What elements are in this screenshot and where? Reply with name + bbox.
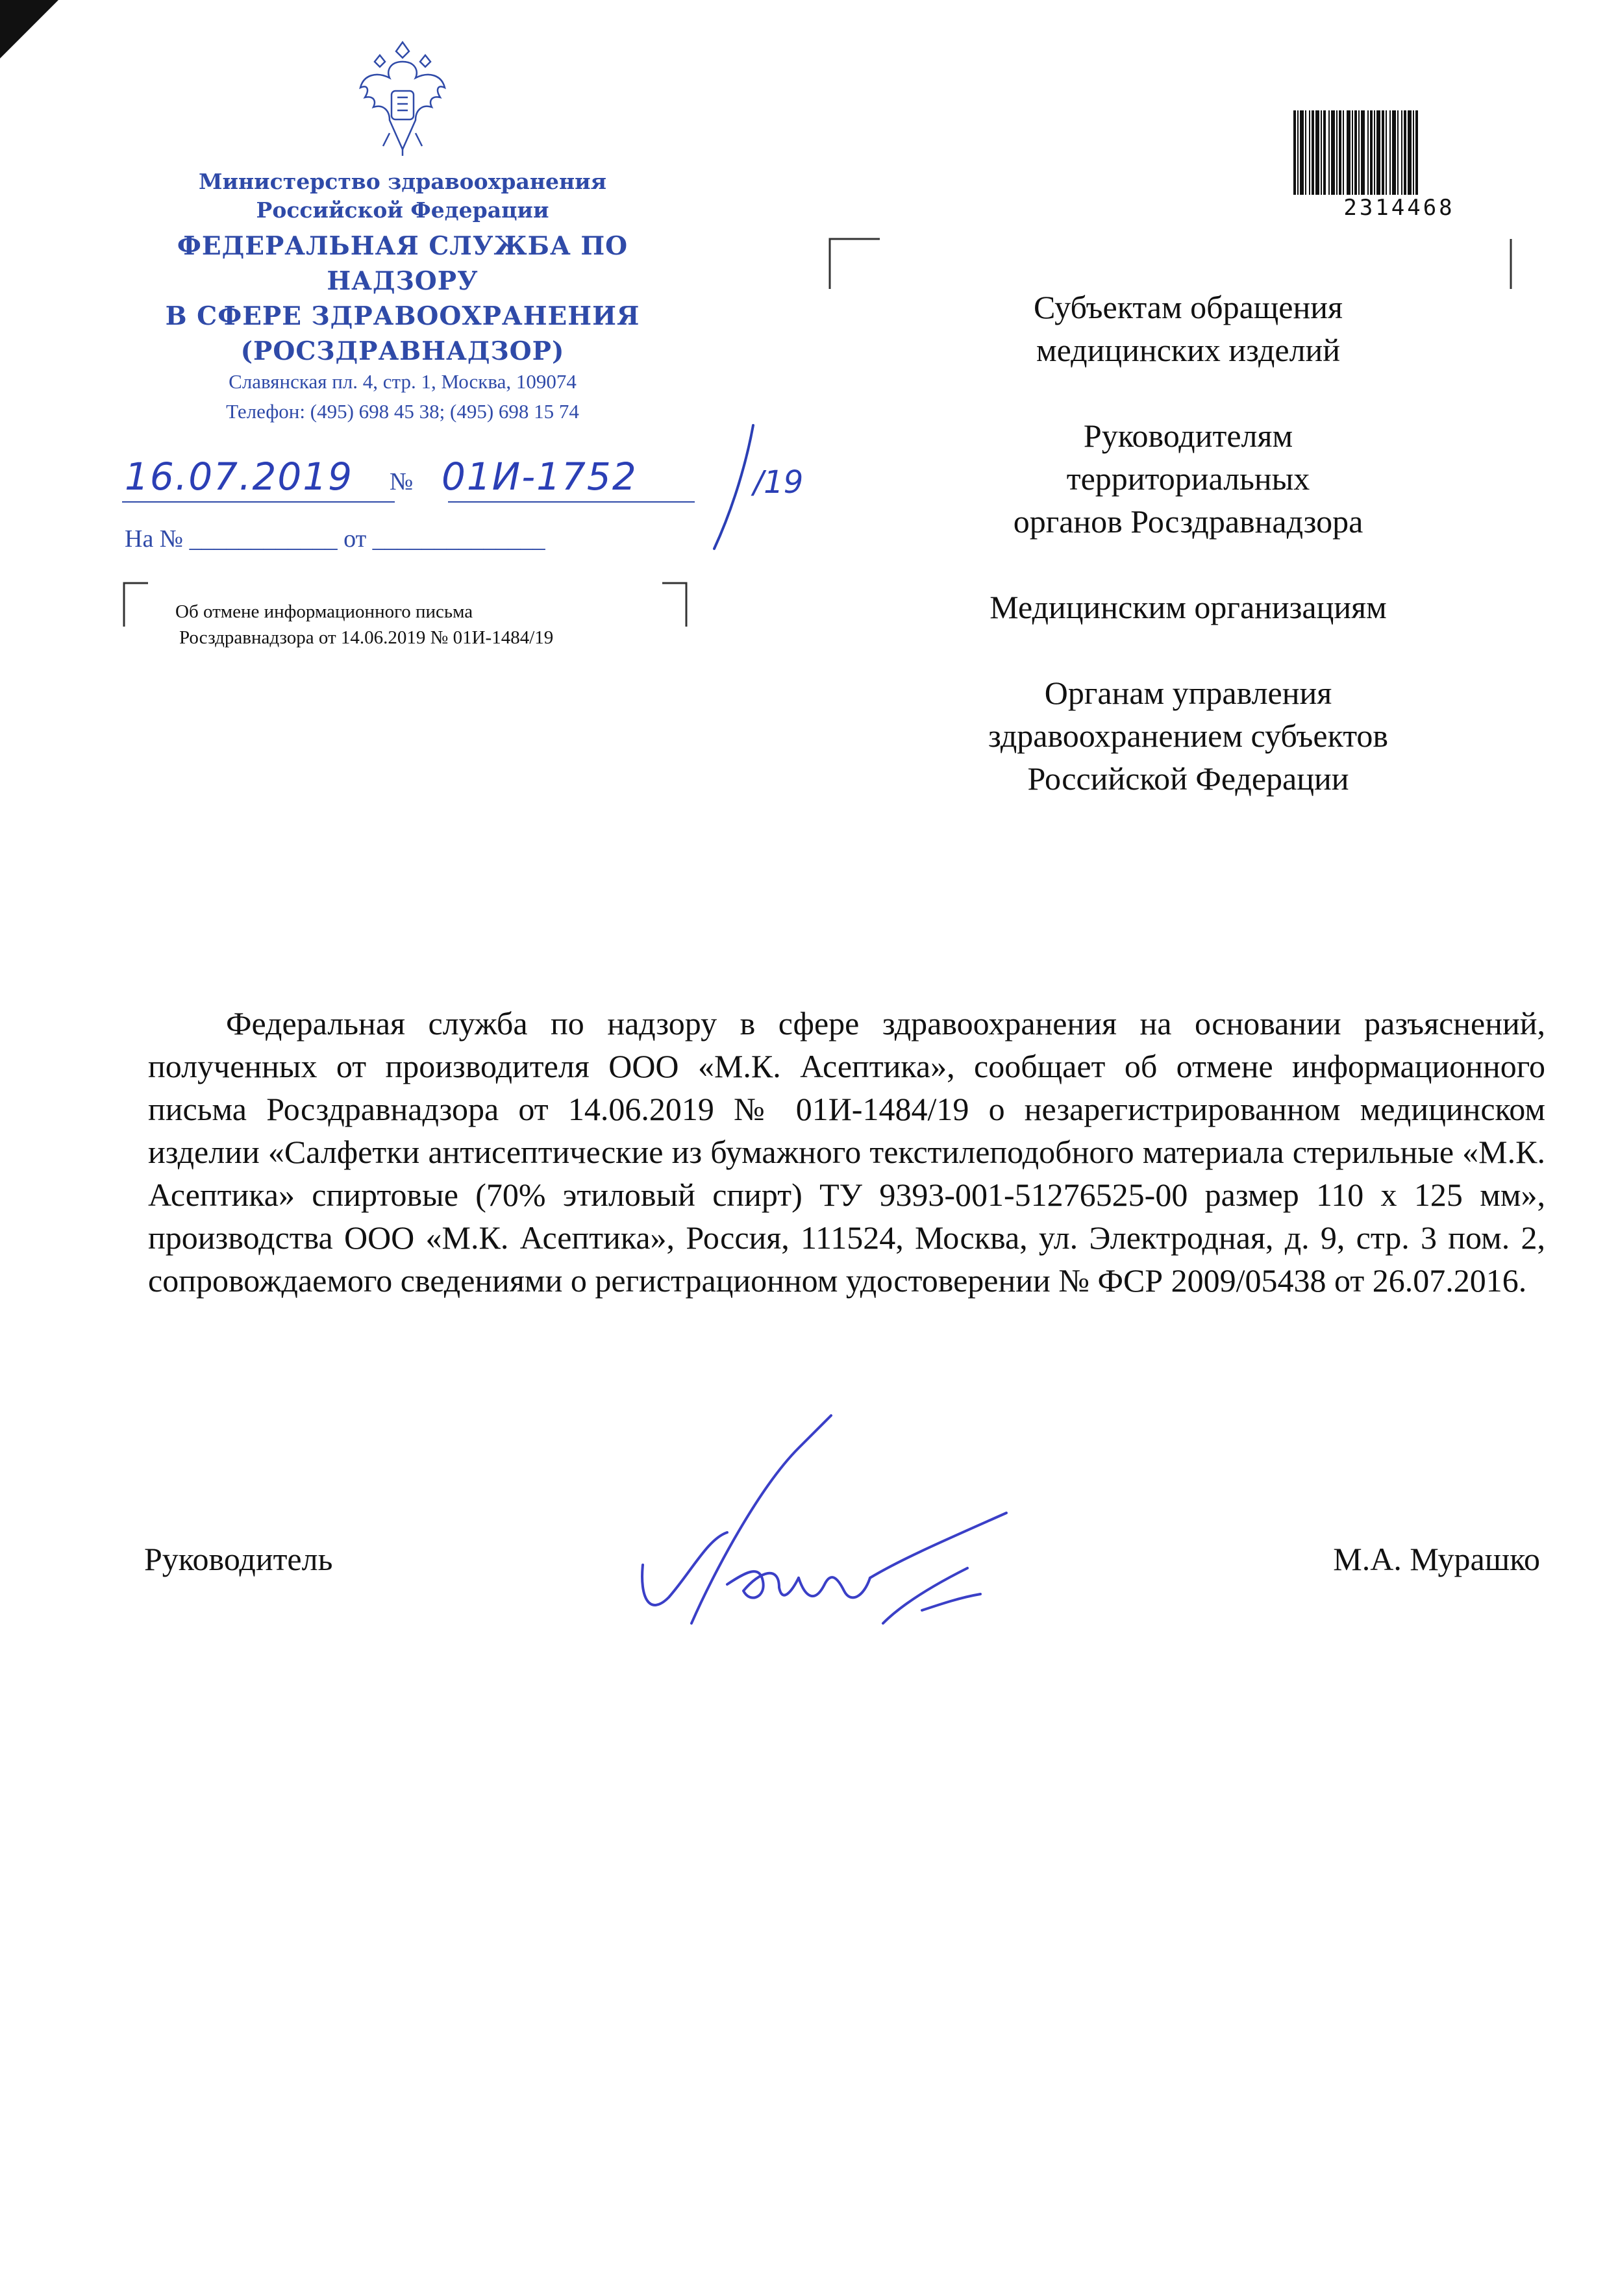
- barcode-bar: [1408, 110, 1412, 195]
- ministry-line2: Российской Федерации: [256, 197, 549, 223]
- recipient-line: Субъектам обращения: [1034, 289, 1343, 325]
- barcode-bar: [1370, 110, 1373, 195]
- subject-block: [175, 599, 669, 651]
- barcode-bar: [1401, 110, 1402, 195]
- barcode-bar: [1328, 110, 1330, 195]
- recipient-line: Медицинским организациям: [989, 589, 1387, 625]
- barcode-bar: [1361, 110, 1365, 195]
- subject-line1: Об отмене информационного письма: [175, 601, 473, 622]
- phone-line: Телефон: (495) 698 45 38; (495) 698 15 74: [226, 400, 579, 423]
- barcode-bar: [1367, 110, 1369, 195]
- signer-title: Руководитель: [144, 1541, 333, 1577]
- ministry-line1: Министерство здравоохранения: [199, 169, 606, 194]
- recipient-line: органов Росздравнадзора: [1013, 503, 1363, 540]
- coat-of-arms-icon: [351, 36, 454, 159]
- recipient-group: [896, 414, 1480, 543]
- barcode-bar: [1386, 110, 1387, 195]
- ministry-name: [149, 168, 656, 225]
- address-block: [149, 367, 656, 427]
- barcode-number: 2314468: [1343, 195, 1455, 221]
- service-line1: ФЕДЕРАЛЬНАЯ СЛУЖБА ПО НАДЗОРУ: [177, 231, 629, 296]
- barcode-bar: [1392, 110, 1396, 195]
- barcode-bar: [1347, 110, 1350, 195]
- recipients-block: [896, 286, 1480, 843]
- barcode-bar: [1315, 110, 1319, 195]
- barcode-bar: [1415, 110, 1418, 195]
- barcode-bar: [1331, 110, 1335, 195]
- barcode-bar: [1352, 110, 1353, 195]
- barcode-bar: [1358, 110, 1360, 195]
- barcode-bar: [1376, 110, 1380, 195]
- barcode-bar: [1413, 110, 1414, 195]
- service-line2: В СФЕРЕ ЗДРАВООХРАНЕНИЯ: [165, 301, 640, 331]
- registration-number-label: №: [390, 468, 414, 495]
- barcode-bar: [1323, 110, 1326, 195]
- barcode-bar: [1382, 110, 1384, 195]
- recipient-group: [896, 586, 1480, 629]
- subject-line2: Росздравнадзора от 14.06.2019 № 01И-1484/19: [179, 627, 554, 648]
- recipient-group: [896, 671, 1480, 800]
- service-name: [104, 229, 701, 369]
- registration-year: /19: [753, 464, 804, 501]
- barcode-bar: [1321, 110, 1322, 195]
- barcode-bar: [1339, 110, 1341, 195]
- scan-corner-artifact: [0, 0, 58, 58]
- address-line: Славянская пл. 4, стр. 1, Москва, 109074: [229, 370, 577, 393]
- recipient-line: медицинских изделий: [1036, 332, 1341, 368]
- barcode-bar: [1300, 110, 1304, 195]
- number-underline: [448, 501, 695, 503]
- registration-slash-mark: [701, 422, 760, 552]
- date-underline: [122, 501, 395, 503]
- barcode-bar: [1305, 110, 1306, 195]
- barcode-bar: [1297, 110, 1299, 195]
- barcode-bar: [1312, 110, 1314, 195]
- reference-line: На № ____________ от ______________: [125, 525, 545, 553]
- barcode-bar: [1389, 110, 1391, 195]
- letter-body: Федеральная служба по надзору в сфере здравоохранения на основании разъяснений, полученных от производителя ООО «М.К. Асептика», сообщает об отмене информационного письма Росздравнадзора от 14.06.2019 № 01И-1484/19 о незарегистрированном медицинском изделии «Салфетки антисептические из бумажного текстилеподобного материала стерильные «М.К. Асептика» спиртовые (70% этиловый спирт) ТУ 9393-001-51276525-00 размер 110 х 125 мм», производства ООО «М.К. Асептика», Россия, 111524, Москва, ул. Электродная, д. 9, стр. 3 пом. 2, сопровождаемого сведениями о регистрационном удостоверении № ФСР 2009/05438 от 26.07.2016.: [148, 1005, 1545, 1299]
- recipient-line: Российской Федерации: [1027, 760, 1349, 797]
- registration-number: 01И-1752: [442, 455, 638, 499]
- barcode-bar: [1374, 110, 1375, 195]
- recipient-line: территориальных: [1066, 460, 1310, 497]
- recipient-group: [896, 286, 1480, 371]
- barcode-bar: [1397, 110, 1399, 195]
- barcode-bar: [1293, 110, 1296, 195]
- barcode-bar: [1336, 110, 1338, 195]
- recipient-line: здравоохранением субъектов: [988, 718, 1389, 754]
- subject-bracket-left-icon: [122, 581, 148, 627]
- barcode-bar: [1354, 110, 1357, 195]
- barcode-bar: [1404, 110, 1406, 195]
- recipient-line: Руководителям: [1083, 418, 1293, 454]
- recipient-line: Органам управления: [1044, 675, 1332, 711]
- registration-date: 16.07.2019: [125, 455, 354, 499]
- barcode-icon: [1292, 110, 1506, 199]
- service-line3: (РОСЗДРАВНАДЗОР): [240, 336, 565, 366]
- barcode-bar: [1309, 110, 1310, 195]
- signer-name: М.А. Мурашко: [1333, 1541, 1540, 1577]
- corner-bracket-right-icon: [1474, 237, 1513, 289]
- handwritten-signature: [630, 1409, 1045, 1656]
- corner-bracket-left-icon: [828, 237, 880, 289]
- barcode-bar: [1343, 110, 1344, 195]
